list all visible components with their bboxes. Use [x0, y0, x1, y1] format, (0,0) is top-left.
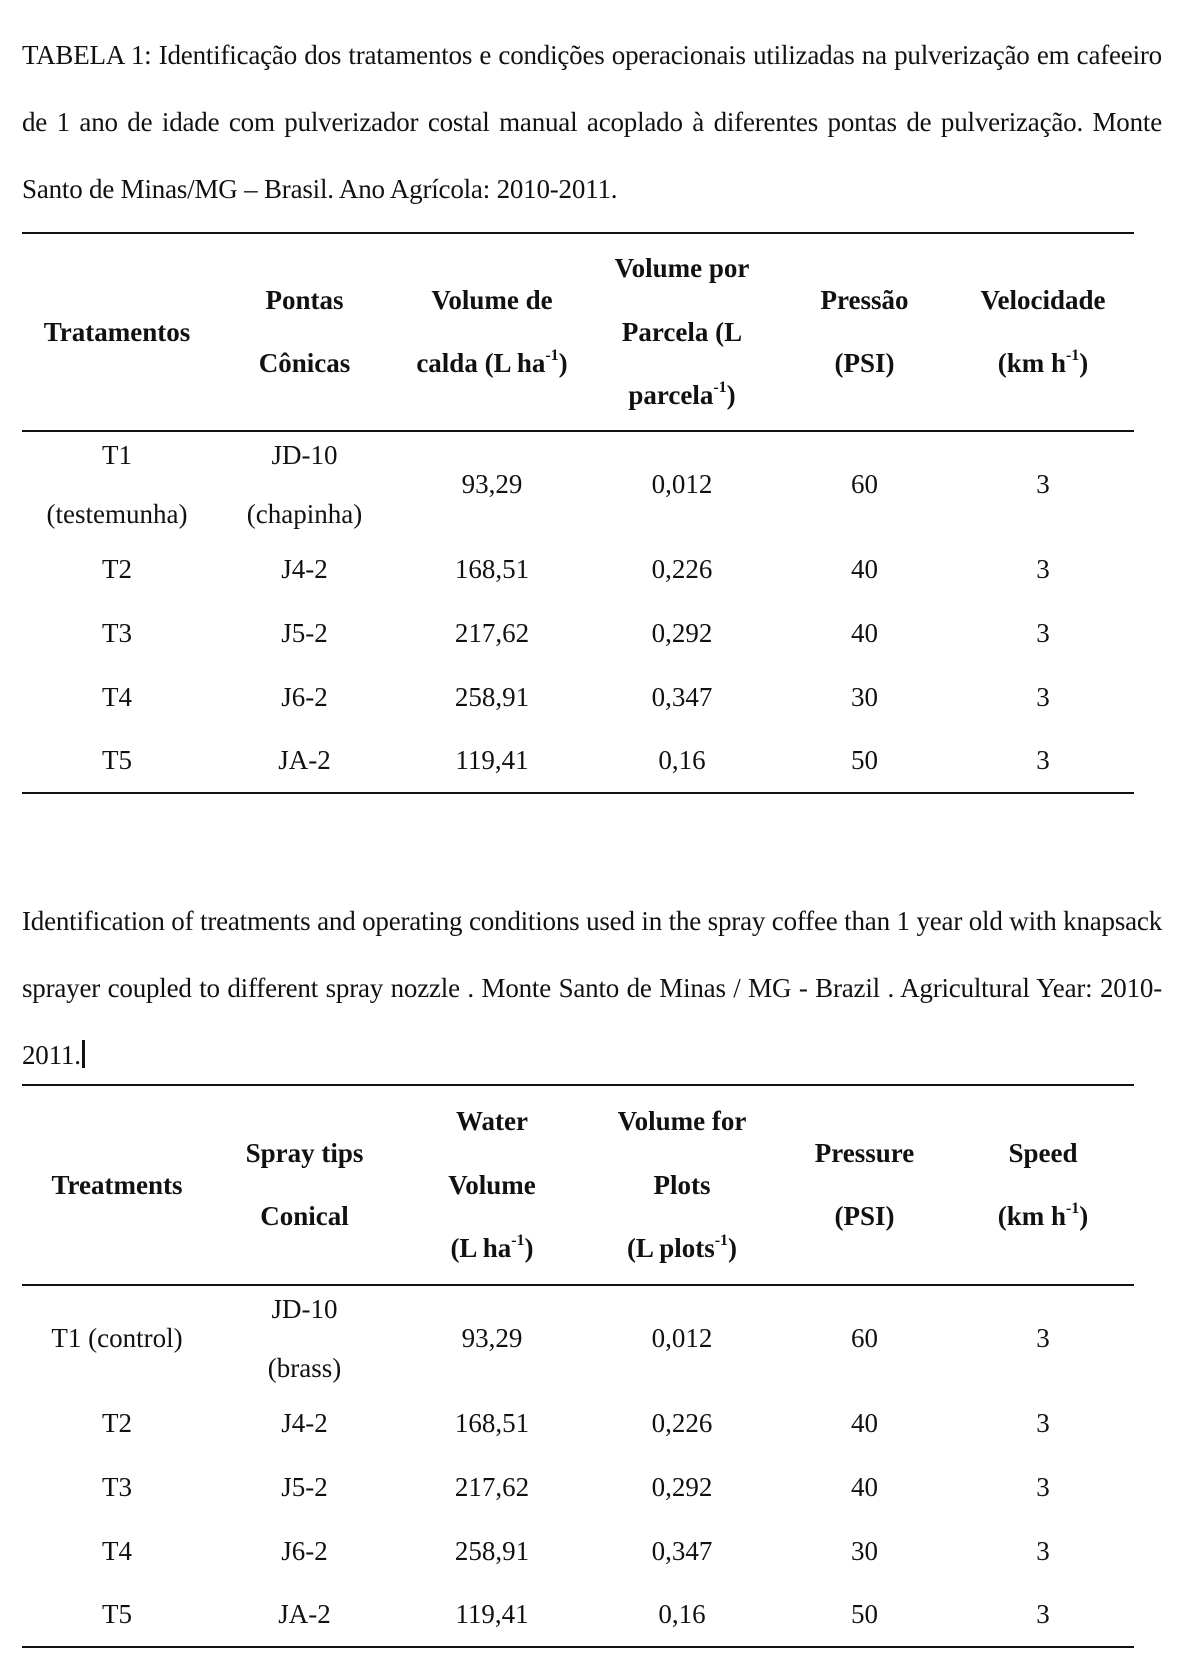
- table1-header-volume: [397, 233, 587, 431]
- table1-header-pressure: [777, 233, 952, 431]
- volume-cell: 93,29: [461, 469, 523, 499]
- table1-header-volume-line1: Volume de: [431, 285, 553, 315]
- table2-header-speed: [952, 1085, 1134, 1285]
- tip-cell: JA-2: [278, 1599, 331, 1629]
- table2-header-treatments: Treatments: [51, 1169, 183, 1200]
- volume-cell: 217,62: [454, 617, 530, 648]
- volume-cell: 168,51: [454, 553, 530, 584]
- volume-cell: 258,91: [454, 1535, 530, 1566]
- speed-cell: 3: [1036, 745, 1050, 775]
- treatment-cell: T1 (testemunha): [46, 439, 188, 529]
- table1-header-treatments: Tratamentos: [43, 316, 191, 347]
- tip-cell: J5-2: [281, 617, 328, 648]
- table1-header-plot-line2: Parcela (L: [621, 316, 743, 347]
- table2: [22, 1084, 1134, 1648]
- pressure-cell: 50: [851, 1599, 878, 1629]
- table2-header-volume-line3: (L $ha^{-1}$): [450, 1232, 534, 1263]
- volume-cell: 168,51: [454, 1407, 530, 1438]
- speed-cell: 3: [1036, 1323, 1050, 1353]
- pressure-cell: 40: [851, 1407, 878, 1438]
- table1: [22, 232, 1134, 794]
- treatment-cell: T3: [102, 1471, 132, 1502]
- table1-header-tips: [212, 233, 397, 431]
- table2-header-pressure-line2: (PSI): [834, 1201, 895, 1231]
- pressure-cell: 40: [851, 553, 878, 584]
- treatment-cell: T3: [102, 617, 132, 648]
- table-row: [22, 1583, 1134, 1647]
- treatment-cell: T5: [102, 1599, 132, 1629]
- table1-header-tips-line2: Cônicas: [258, 348, 351, 378]
- table2-header-pressure-line1: Pressure: [814, 1138, 915, 1168]
- table-row: [22, 601, 1134, 665]
- table2-caption: Identification of treatments and operating conditions used in the spray coffee than 1 year old with knapsack sprayer coupled to different spray nozzle . Monte Santo de Minas / MG - Brazil . Agricultural Year: 2010-2011.: [22, 906, 1162, 1070]
- plot-volume-cell: 0,347: [651, 1535, 713, 1566]
- table2-header-plot-volume: [587, 1085, 777, 1285]
- plot-volume-cell: 0,292: [651, 617, 713, 648]
- pressure-cell: 40: [851, 1471, 878, 1502]
- plot-volume-cell: 0,226: [651, 553, 713, 584]
- speed-cell: 3: [1036, 1599, 1050, 1629]
- tip-cell: J4-2: [281, 1407, 328, 1438]
- table-row: [22, 729, 1134, 793]
- speed-cell: 3: [1036, 1535, 1050, 1566]
- plot-volume-cell: 0,012: [651, 469, 713, 499]
- table-row: [22, 1285, 1134, 1391]
- table2-header-plot-line2: Plots: [653, 1169, 711, 1200]
- table1-header-plot-volume: [587, 233, 777, 431]
- plot-volume-cell: 0,347: [651, 681, 713, 712]
- tip-cell: J4-2: [281, 553, 328, 584]
- pressure-cell: 40: [851, 617, 878, 648]
- plot-volume-cell: 0,16: [658, 745, 706, 775]
- tip-cell: JD-10 (brass): [267, 1293, 342, 1383]
- tip-cell: JA-2: [278, 745, 331, 775]
- table-row: [22, 665, 1134, 729]
- table2-header-volume-line1: Water: [456, 1106, 528, 1136]
- table1-header-pressure-line2: (PSI): [834, 348, 895, 378]
- plot-volume-cell: 0,16: [658, 1599, 706, 1629]
- text-cursor-icon: [82, 1040, 85, 1068]
- pressure-cell: 30: [851, 681, 878, 712]
- plot-volume-cell: 0,012: [651, 1323, 713, 1353]
- volume-cell: 258,91: [454, 681, 530, 712]
- table2-header-tips-line2: Conical: [260, 1201, 349, 1231]
- table2-header-tips: [212, 1085, 397, 1285]
- table1-header-plot-line3: parcela$^{-1}$): [628, 379, 736, 410]
- speed-cell: 3: [1036, 553, 1050, 584]
- treatment-cell: T4: [102, 681, 132, 712]
- pressure-cell: 30: [851, 1535, 878, 1566]
- table1-header-volume-line2: calda (L $ha^{-1}$): [416, 347, 568, 378]
- table2-header-plot-line3: (L plots$^{-1}$): [626, 1232, 738, 1263]
- treatment-cell: T4: [102, 1535, 132, 1566]
- pressure-cell: 50: [851, 745, 878, 775]
- pressure-cell: 60: [851, 469, 878, 499]
- table-row: [22, 1519, 1134, 1583]
- table2-header-volume-line2: Volume: [448, 1169, 536, 1200]
- tip-cell: J6-2: [281, 681, 328, 712]
- table1-header-speed-line2: (km $h^{-1}$): [997, 347, 1089, 378]
- tip-cell: JD-10 (chapinha): [246, 439, 363, 529]
- speed-cell: 3: [1036, 1471, 1050, 1502]
- pressure-cell: 60: [851, 1323, 878, 1353]
- table2-header-tips-line1: Spray tips: [245, 1138, 364, 1168]
- volume-cell: 119,41: [455, 1599, 529, 1629]
- table-row: [22, 431, 1134, 537]
- table1-caption: TABELA 1: Identificação dos tratamentos e condições operacionais utilizadas na pulverização em cafeeiro de 1 ano de idade com pulverizador costal manual acoplado à diferentes pontas de pulverização. Monte Santo de Minas/MG – Brasil. Ano Agrícola: 2010-2011.: [22, 40, 1162, 204]
- plot-volume-cell: 0,292: [651, 1471, 713, 1502]
- table1-header-row: [22, 233, 1134, 431]
- table-row: [22, 1455, 1134, 1519]
- plot-volume-cell: 0,226: [651, 1407, 713, 1438]
- treatment-cell: T5: [102, 745, 132, 775]
- tip-cell: J5-2: [281, 1471, 328, 1502]
- table1-header-speed: [952, 233, 1134, 431]
- tip-cell: J6-2: [281, 1535, 328, 1566]
- volume-cell: 217,62: [454, 1471, 530, 1502]
- speed-cell: 3: [1036, 617, 1050, 648]
- table2-header-plot-line1: Volume for: [617, 1106, 747, 1136]
- table2-header-volume: [397, 1085, 587, 1285]
- volume-cell: 93,29: [461, 1323, 523, 1353]
- speed-cell: 3: [1036, 681, 1050, 712]
- treatment-cell: T2: [102, 553, 132, 584]
- speed-cell: 3: [1036, 469, 1050, 499]
- speed-cell: 3: [1036, 1407, 1050, 1438]
- table2-header-speed-line1: Speed: [1008, 1138, 1078, 1168]
- table1-header-plot-line1: Volume por: [614, 253, 750, 283]
- table2-header-row: [22, 1085, 1134, 1285]
- table2-header-pressure: [777, 1085, 952, 1285]
- table1-header-tips-line1: Pontas: [265, 285, 344, 315]
- treatment-cell: T2: [102, 1407, 132, 1438]
- table-row: [22, 537, 1134, 601]
- volume-cell: 119,41: [455, 745, 529, 775]
- table1-header-pressure-line1: Pressão: [820, 285, 909, 315]
- treatment-cell: T1 (control): [51, 1323, 183, 1353]
- table1-header-speed-line1: Velocidade: [980, 285, 1106, 315]
- table-row: [22, 1391, 1134, 1455]
- table2-header-speed-line2: (km $h^{-1}$): [997, 1200, 1089, 1231]
